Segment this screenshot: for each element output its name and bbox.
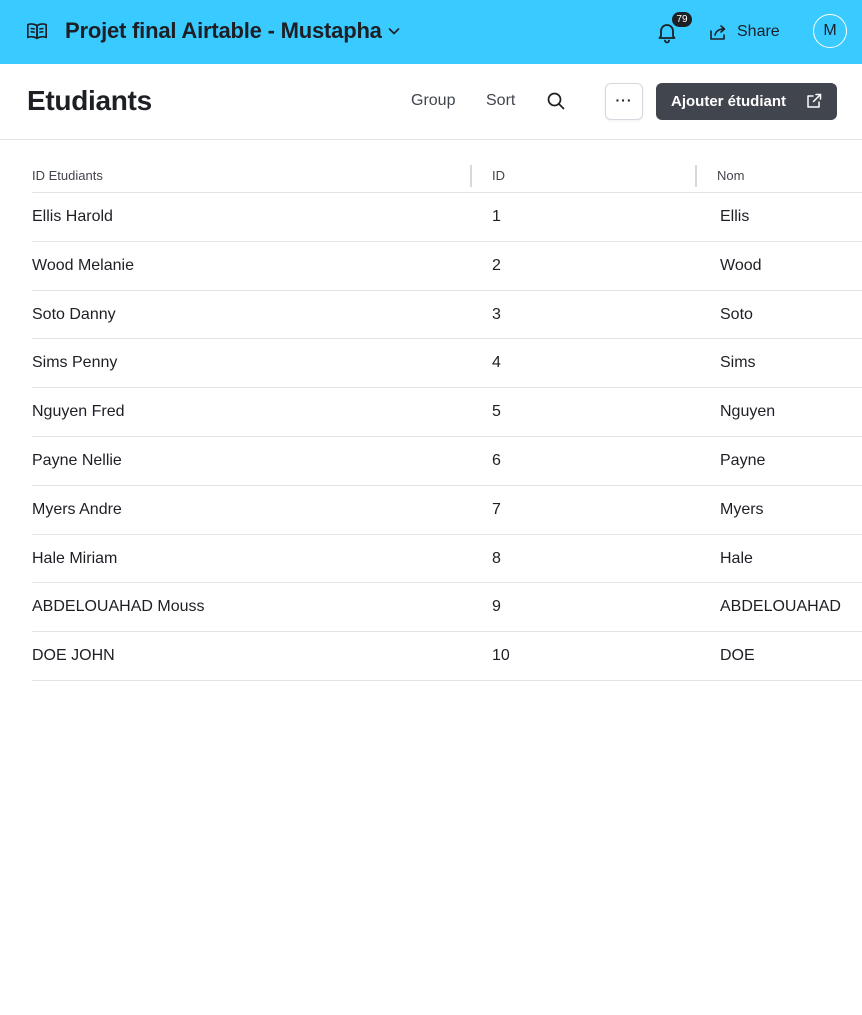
cell-nom: Payne	[720, 451, 766, 469]
table-row[interactable]	[32, 193, 862, 242]
cell-id-etudiants: ABDELOUAHAD Mouss	[32, 598, 205, 616]
cell-id-etudiants: Soto Danny	[32, 305, 116, 323]
cell-nom: Nguyen	[720, 403, 776, 421]
more-options-button[interactable]	[605, 83, 643, 120]
cell-id: 9	[492, 598, 501, 616]
notification-count-badge: 79	[672, 12, 692, 27]
cell-id-etudiants: DOE JOHN	[32, 647, 115, 665]
cell-id-etudiants: Ellis Harold	[32, 208, 113, 225]
more-icon: ···	[615, 91, 633, 108]
table-row[interactable]	[32, 242, 862, 291]
cell-id-etudiants: Myers Andre	[32, 500, 122, 518]
cell-id: 4	[492, 354, 501, 372]
column-resize-handle[interactable]	[470, 165, 472, 187]
chevron-down-icon[interactable]	[386, 23, 402, 39]
column-header-id[interactable]: ID	[492, 168, 505, 183]
students-table	[32, 158, 862, 681]
cell-nom: Ellis	[720, 208, 750, 225]
table-header	[32, 158, 862, 193]
search-icon[interactable]	[546, 91, 566, 111]
page-header	[0, 64, 862, 140]
cell-id: 7	[492, 500, 501, 518]
add-student-button[interactable]	[656, 83, 837, 120]
book-icon	[26, 20, 48, 42]
share-label: Share	[737, 23, 780, 40]
group-button[interactable]: Group	[411, 92, 456, 109]
cell-id-etudiants: Sims Penny	[32, 354, 118, 372]
column-resize-handle[interactable]	[695, 165, 697, 187]
table-row[interactable]	[32, 486, 862, 535]
cell-id-etudiants: Wood Melanie	[32, 256, 134, 274]
share-button[interactable]	[708, 20, 780, 44]
user-avatar[interactable]: M	[813, 14, 847, 48]
cell-id: 5	[492, 403, 501, 421]
cell-id: 8	[492, 549, 501, 567]
column-header-nom[interactable]: Nom	[717, 168, 745, 183]
cell-id: 1	[492, 208, 501, 225]
cell-id: 10	[492, 647, 510, 665]
table-row[interactable]	[32, 583, 862, 632]
cell-id-etudiants: Nguyen Fred	[32, 403, 125, 421]
cell-id: 6	[492, 451, 501, 469]
add-student-label: Ajouter étudiant	[671, 93, 786, 110]
cell-id-etudiants: Payne Nellie	[32, 451, 122, 469]
top-bar	[0, 0, 862, 64]
cell-nom: ABDELOUAHAD	[720, 598, 841, 616]
page-title: Etudiants	[27, 85, 152, 116]
cell-nom: DOE	[720, 647, 755, 665]
cell-id: 3	[492, 305, 501, 323]
table-row[interactable]	[32, 632, 862, 681]
table-row[interactable]	[32, 437, 862, 486]
table-row[interactable]	[32, 291, 862, 340]
table-row[interactable]	[32, 388, 862, 437]
cell-nom: Myers	[720, 500, 764, 518]
cell-nom: Hale	[720, 549, 753, 567]
cell-id-etudiants: Hale Miriam	[32, 549, 118, 567]
external-link-icon	[805, 92, 823, 110]
table-row[interactable]	[32, 339, 862, 388]
base-title[interactable]: Projet final Airtable - Mustapha	[65, 18, 382, 43]
cell-nom: Wood	[720, 256, 762, 274]
sort-button[interactable]: Sort	[486, 92, 516, 109]
cell-nom: Sims	[720, 354, 756, 372]
cell-nom: Soto	[720, 305, 753, 323]
column-header-id-etudiants[interactable]: ID Etudiants	[32, 168, 103, 183]
cell-id: 2	[492, 256, 501, 274]
table-row[interactable]	[32, 535, 862, 584]
share-icon	[708, 22, 728, 42]
